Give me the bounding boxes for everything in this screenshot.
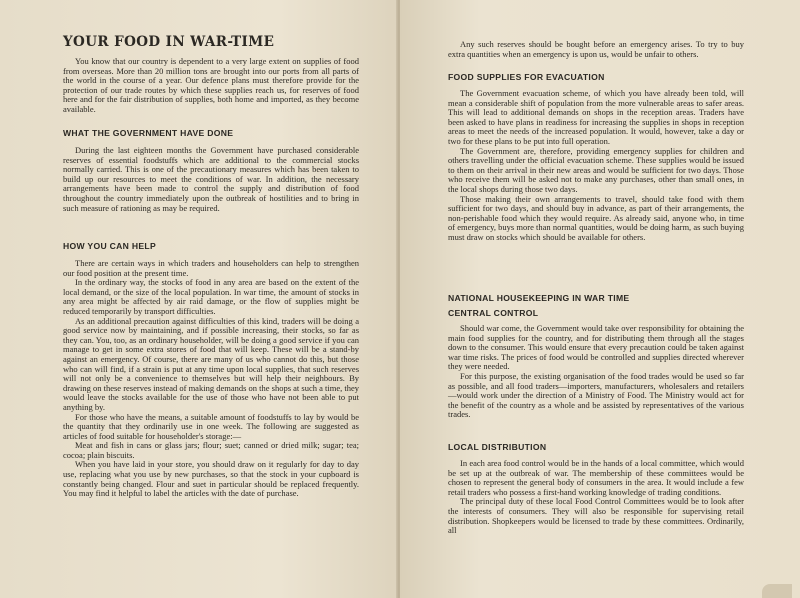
heading-help: HOW YOU CAN HELP	[63, 241, 156, 251]
central-paragraph-1: Should war come, the Government would take over responsibility for obtaining the main food supplies for the country, and for distributing them through all the stages down to the consumer. This would ensure that every precaution could be taken against war time risks. The prices of food would be controlled and supplies directed wherever they were needed.	[448, 323, 744, 372]
local-section	[448, 442, 744, 536]
page-title: YOUR FOOD IN WAR-TIME	[63, 34, 275, 50]
heading-central: CENTRAL CONTROL	[448, 308, 539, 318]
government-paragraph: During the last eighteen months the Government have purchased considerable reserves of essential foodstuffs which are additional to the commercial stocks normally carried. This is one of the precautionary measures which has been taken to build up our resources to meet the conditions of war. In addition, the necessary arrangements have been made to control the supply and distribution of food throughout the country immediately upon the outbreak of hostilities and to bring in such measure of rationing as may be required.	[63, 145, 359, 213]
help-paragraph-1: There are certain ways in which traders and householders can help to strengthen our food position at the present time.	[63, 258, 359, 278]
evacuation-paragraph-2: The Government are, therefore, providing emergency supplies for children and others travelling under the official evacuation scheme. These supplies would be issued to them on their arrival in their new areas and would be sufficient for two days. Those who receive them will be asked not to make any purchases, other than small ones, in the local shops during those two days.	[448, 145, 744, 194]
help-paragraph-5: Meat and fish in cans or glass jars; flour; suet; canned or dried milk; sugar; tea; cocoa; plain biscuits.	[63, 440, 359, 460]
reserves-block	[448, 40, 744, 59]
evacuation-paragraph-1: The Government evacuation scheme, of which you have already been told, will mean a considerable shift of population from the more vulnerable areas to safer areas. This will lead to additional demands on shops in the reception areas. Traders have been asked to have plans in readiness for increasing the supplies in shops in reception areas to meet the needs of the increased population. It would, however, take a day or two for these plans to be put into full operation.	[448, 88, 744, 146]
local-paragraph-2: The principal duty of these local Food Control Committees would be to look after the interests of consumers. They will also be responsible for supervising retail distribution. Shopkeepers would be licensed to trade by these committees. Ordinarily, all	[448, 496, 744, 536]
help-paragraph-6: When you have laid in your store, you should draw on it regularly for day to day use, replacing what you use by new purchases, so that the stock in your cupboard is constantly being changed. Flour and suet in particular should be replaced frequently. You may find it helpful to label the articles with the date of purchase.	[63, 459, 359, 499]
help-paragraph-2: In the ordinary way, the stocks of food in any area are based on the extent of the local demand, or the size of the local population. In war time, the amount of stocks in any area might be affected by air raid damage, or the flow of supplies might be reduced temporarily by transport difficulties.	[63, 277, 359, 316]
government-section	[63, 128, 359, 213]
torn-corner	[762, 584, 792, 598]
heading-government: WHAT THE GOVERNMENT HAVE DONE	[63, 128, 234, 138]
help-section	[63, 241, 359, 499]
heading-national: NATIONAL HOUSEKEEPING IN WAR TIME	[448, 293, 630, 303]
evacuation-section	[448, 72, 744, 243]
intro-block	[63, 57, 359, 115]
help-paragraph-3: As an additional precaution against difficulties of this kind, traders will be doing a good service now by maintaining, and if possible increasing, their stocks, so far as they can. You, too, as an ordinary householder, will be doing a good service if you can manage to get in some extra stores of food that will keep. These will be a stand-by against an emergency. Of course, there are many of us who cannot do this, but those who can will find, if a strain is put at any time upon local supplies, that such reserves will not only be a convenience to themselves but will help their neighbours. By drawing on these reserves instead of making demands on the shops at such a time, they would leave the stocks available for the use of those who have not been able to put anything by.	[63, 315, 360, 412]
national-section	[448, 293, 744, 420]
evacuation-paragraph-3: Those making their own arrangements to travel, should take food with them sufficient for two days, and should buy in advance, as part of their arrangements, the non-perishable food which they would require. As already said, anyone who, in time of emergency, buys more than normal quantities, would be doing harm, as such buying must draw on stocks which should be available for others.	[448, 193, 744, 242]
central-paragraph-2: For this purpose, the existing organisation of the food trades would be used so far as possible, and all food traders—importers, manufacturers, wholesalers and retailers—would work under the direction of a Ministry of Food. The Ministry would act for the benefit of the country as a whole and be assisted by representatives of the various trades.	[448, 370, 744, 420]
heading-evacuation: FOOD SUPPLIES FOR EVACUATION	[448, 72, 605, 82]
right-page	[400, 0, 800, 598]
intro-paragraph: You know that our country is dependent to a very large extent on supplies of food from overseas. More than 20 million tons are brought into our ports from all parts of the world in the course of a year. Our defence plans must therefore provide for the protection of our trade routes by which these supplies reach us, for reserves of food here and for the fair distribution of supplies, both home and imported, as they become available.	[63, 56, 359, 114]
reserves-paragraph: Any such reserves should be bought before an emergency arises. To try to buy extra quantities when an emergency is upon us, would be unfair to others.	[448, 39, 744, 59]
left-page	[0, 0, 398, 598]
help-paragraph-4: For those who have the means, a suitable amount of foodstuffs to lay by would be the quantity that they ordinarily use in one week. The following are suggested as articles of food suitable for householder's storage:—	[63, 411, 359, 441]
heading-local: LOCAL DISTRIBUTION	[448, 442, 547, 452]
local-paragraph-1: In each area food control would be in the hands of a local committee, which would be set up at the outbreak of war. The membership of these committees would be chosen to represent the general body of consumers in the area. It would include a few retail traders who possess a first-hand working knowledge of trading conditions.	[448, 458, 744, 497]
